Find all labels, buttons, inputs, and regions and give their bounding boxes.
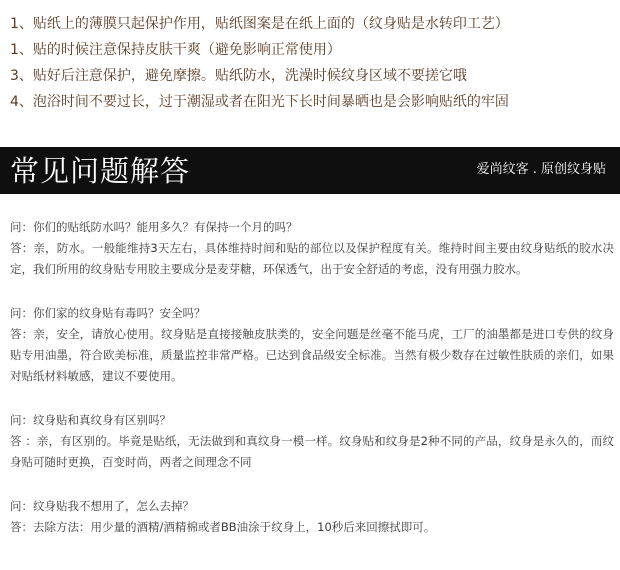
section-title: 常见问题解答 — [10, 154, 191, 188]
faq-question: 问：纹身贴和真纹身有区别吗？ — [10, 413, 171, 427]
note-item: 1、贴纸上的薄膜只起保护作用，贴纸图案是在纸上面的（纹身贴是水转印工艺） — [10, 16, 509, 32]
faq-answer: 答：亲，安全，请放心使用。纹身贴是直接接触皮肤类的，安全问题是丝毫不能马虎，工厂的油墨都是进口专供的纹身贴专用油墨，符合欧美标准，质量监控非常严格。已达到食品级安全标准。当然有极少数存在过敏性肤质的亲们，如果对贴纸材料敏感，建议不要使用。 — [10, 327, 614, 383]
faq-answer: 答：亲，防水。一般能维持3天左右，具体维持时间和贴的部位以及保护程度有关。维持时间主要由纹身贴纸的胶水决定，我们所用的纹身贴专用胶主要成分是麦芽糖，环保透气，出于安全舒适的考虑，没有用强力胶水。 — [10, 241, 614, 276]
faq-question: 问：纹身贴我不想用了，怎么去掉？ — [10, 499, 194, 513]
faq-question: 问：你们的贴纸防水吗？能用多久？有保持一个月的吗？ — [10, 220, 298, 234]
faq-banner — [0, 147, 620, 194]
faq-answer: 答：去除方法：用少量的酒精/酒精棉或者BB油涂于纹身上，10秒后来回擦拭即可。 — [10, 520, 436, 534]
faq-item — [10, 496, 614, 538]
faq-item — [10, 410, 614, 473]
note-item: 4、泡浴时间不要过长，过于潮湿或者在阳光下长时间暴晒也是会影响贴纸的牢固 — [10, 94, 509, 110]
usage-notes — [10, 11, 610, 115]
faq-item — [10, 217, 614, 280]
note-item: 3、贴好后注意保护，避免摩擦。贴纸防水，洗澡时候纹身区域不要搓它哦 — [10, 68, 467, 84]
faq-item — [10, 303, 614, 387]
note-item: 1、贴的时候注意保持皮肤干爽（避免影响正常使用） — [10, 42, 341, 58]
faq-question: 问：你们家的纹身贴有毒吗？安全吗？ — [10, 306, 206, 320]
faq-answer: 答 ：亲，有区别的。毕竟是贴纸，无法做到和真纹身一模一样。纹身贴和纹身是2种不同的产品，纹身是永久的，而纹身贴可随时更换，百变时尚，两者之间理念不同 — [10, 434, 614, 469]
brand-tagline: 爱尚纹客 . 原创纹身贴 — [476, 162, 606, 177]
faq-list — [10, 217, 614, 561]
